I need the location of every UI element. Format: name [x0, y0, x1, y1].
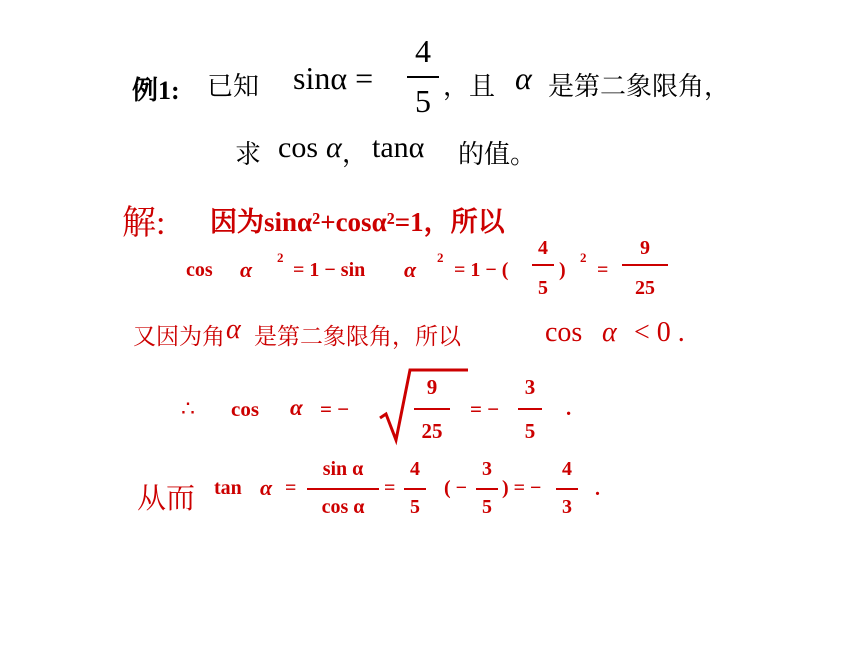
fraction-bar — [622, 264, 668, 266]
equals: = — [384, 477, 396, 499]
fraction-numerator: 4 — [562, 458, 572, 480]
fraction-denominator: cos α — [321, 496, 365, 518]
fraction-denominator: 5 — [482, 496, 492, 518]
alpha-symbol: α — [515, 60, 532, 96]
inequality: < 0 . — [634, 317, 685, 348]
given-text: 已知 — [207, 72, 260, 101]
fraction-bar — [556, 488, 578, 490]
fraction-numerator: 4 — [415, 33, 431, 69]
example-label: 例1: — [132, 76, 180, 105]
fraction-bar — [518, 408, 542, 410]
solution-label: 解: — [122, 205, 166, 242]
condition-text: ，且 — [443, 72, 496, 101]
fraction-numerator: 3 — [524, 375, 536, 399]
equals-minus: = − — [470, 397, 500, 421]
fraction-numerator: 3 — [482, 458, 492, 480]
fraction-denominator: 5 — [415, 83, 431, 119]
alpha-symbol: α — [290, 395, 303, 420]
fraction-bar — [532, 264, 554, 266]
ask-cos: cos — [278, 131, 318, 164]
equals: = — [285, 477, 297, 499]
ask-tail: 的值。 — [458, 140, 537, 169]
superscript: 2 — [437, 250, 444, 265]
fraction-bar — [476, 488, 498, 490]
alpha-symbol: α — [404, 257, 417, 282]
fraction-denominator: 3 — [562, 496, 572, 518]
equation-middle: = 1 − sin — [293, 259, 366, 281]
fraction-bar — [404, 488, 426, 490]
solution-line1: 因为sinα²+cosα²=1，所以 — [210, 207, 505, 237]
superscript: 2 — [277, 250, 284, 265]
fraction-denominator: 25 — [421, 419, 443, 443]
tan-text: tan — [214, 477, 242, 499]
fraction-numerator: 4 — [538, 237, 548, 259]
fraction-denominator: 5 — [538, 277, 548, 299]
cos-text: cos — [231, 397, 259, 421]
superscript: 2 — [580, 250, 587, 265]
alpha-symbol: α — [226, 314, 241, 345]
line5-prefix: 从而 — [137, 483, 196, 515]
cos-text: cos — [545, 317, 583, 348]
close-paren: ) — [559, 259, 566, 281]
line3-text: 又因为角 — [133, 324, 225, 349]
ask-alpha: α — [326, 131, 342, 164]
condition-tail: 是第二象限角， — [548, 72, 731, 101]
fraction-bar — [407, 76, 439, 78]
fraction-denominator: 5 — [410, 496, 420, 518]
fraction-denominator: 5 — [524, 419, 536, 443]
fraction-numerator: 9 — [426, 375, 438, 399]
therefore-symbol: ∴ — [181, 396, 195, 421]
close-paren-equals: ) = − — [502, 477, 542, 499]
ask-tan: tanα — [372, 131, 425, 164]
period: . — [566, 396, 572, 420]
fraction-bar — [307, 488, 379, 490]
line3-tail: 是第二象限角，所以 — [254, 324, 461, 349]
fraction-numerator: sin α — [322, 458, 364, 480]
alpha-symbol: α — [260, 475, 273, 500]
fraction-denominator: 25 — [635, 277, 655, 299]
equation-part: = 1 − ( — [454, 259, 509, 281]
fraction-numerator: 4 — [410, 458, 420, 480]
alpha-symbol: α — [240, 257, 253, 282]
equals: = — [597, 259, 609, 281]
ask-prefix: 求 — [235, 140, 262, 169]
period: . — [595, 478, 600, 500]
equals-minus: = − — [320, 397, 350, 421]
ask-comma: ， — [342, 139, 369, 168]
open-paren: ( − — [444, 477, 468, 499]
fraction-numerator: 9 — [640, 237, 650, 259]
sin-alpha-lhs: sinα = — [293, 60, 374, 96]
alpha-symbol: α — [602, 317, 617, 348]
cos-text: cos — [186, 259, 213, 281]
fraction-bar — [414, 408, 450, 410]
